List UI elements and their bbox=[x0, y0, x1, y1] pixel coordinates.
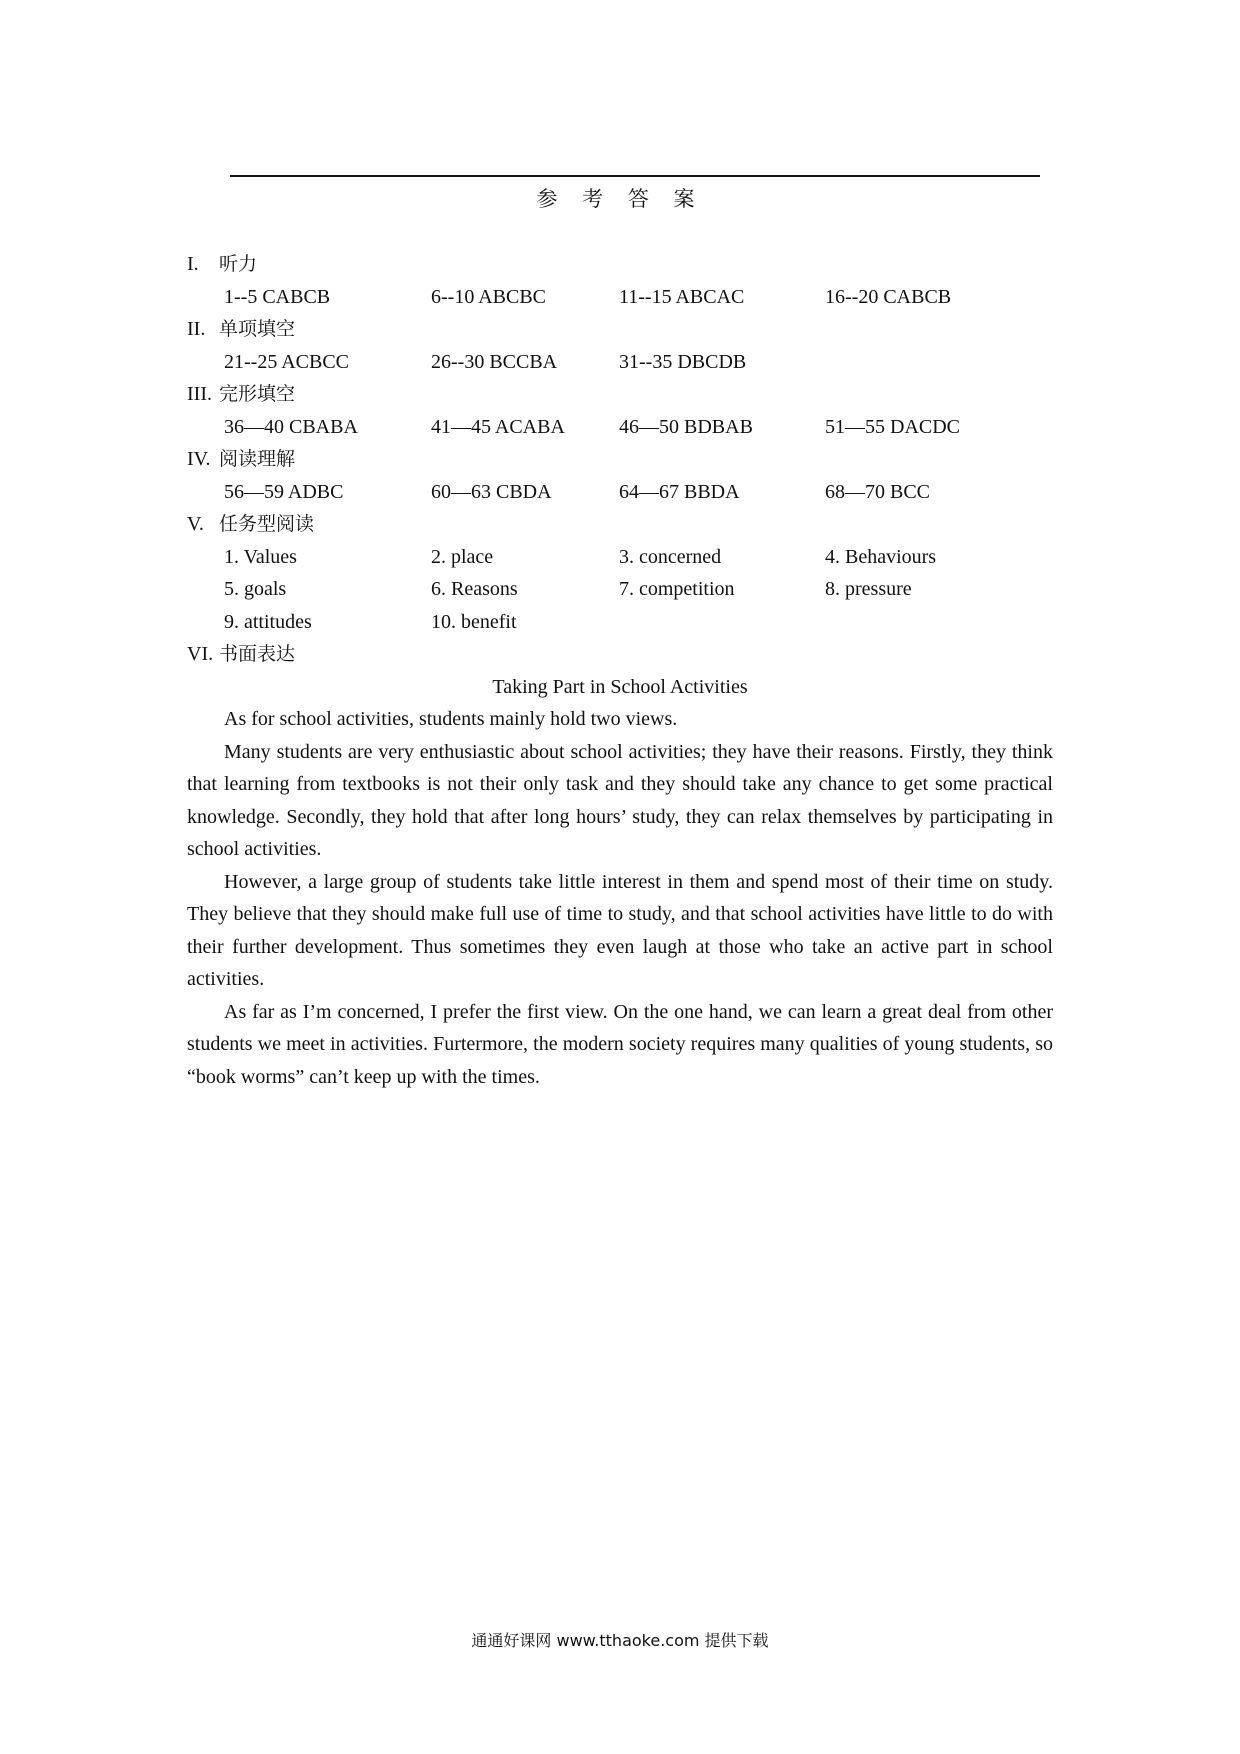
essay-paragraph: Many students are very enthusiastic about school activities; they have their reasons. Firstly, they think that learning from textbooks is not their only task and they should take any chance to get some practical knowledge. Secondly, they hold that after long hours’ study, they can relax themselves by participating in school activities. bbox=[187, 740, 1053, 860]
answer-cell: 36—40 CBABA bbox=[224, 415, 358, 438]
section-heading-listening bbox=[187, 248, 1053, 281]
section-number: V. bbox=[187, 513, 204, 535]
section-name: 单项填空 bbox=[219, 318, 296, 340]
answer-row bbox=[187, 541, 1053, 574]
answer-cell: 60—63 CBDA bbox=[431, 480, 552, 503]
answer-cell: 46—50 BDBAB bbox=[619, 415, 753, 438]
section-name: 阅读理解 bbox=[219, 448, 296, 470]
essay-paragraph: As far as I’m concerned, I prefer the first view. On the one hand, we can learn a great deal from other students we meet in activities. Furtermore, the modern society requires many qualities of young students, so “book worms” can’t keep up with the times. bbox=[187, 1000, 1053, 1088]
answer-cell: 5. goals bbox=[224, 578, 287, 600]
footer-credit: 通通好课网 www.tthaoke.com 提供下载 bbox=[471, 1631, 769, 1650]
answer-cell: 7. competition bbox=[619, 578, 735, 600]
section-name: 完形填空 bbox=[219, 383, 296, 405]
answer-row bbox=[187, 476, 1053, 509]
answer-cell: 1--5 CABCB bbox=[224, 285, 331, 308]
section-heading-writing bbox=[187, 638, 1053, 671]
section-number: VI. bbox=[187, 643, 214, 665]
section-heading-cloze bbox=[187, 378, 1053, 411]
section-number: III. bbox=[187, 383, 212, 405]
answer-cell: 26--30 BCCBA bbox=[431, 350, 558, 373]
answer-cell: 6. Reasons bbox=[431, 578, 518, 600]
section-name: 听力 bbox=[219, 253, 258, 275]
section-number: II. bbox=[187, 318, 206, 340]
answer-cell: 51—55 DACDC bbox=[825, 415, 961, 438]
answer-cell: 4. Behaviours bbox=[825, 545, 937, 568]
answer-cell: 31--35 DBCDB bbox=[619, 350, 747, 373]
section-name: 任务型阅读 bbox=[219, 513, 315, 535]
section-number: IV. bbox=[187, 448, 211, 470]
essay-paragraph: As for school activities, students mainly hold two views. bbox=[224, 708, 678, 730]
answer-cell: 41—45 ACABA bbox=[431, 415, 565, 438]
page-title: 参 考 答 案 bbox=[536, 187, 704, 211]
answer-row bbox=[187, 281, 1053, 314]
answer-cell: 21--25 ACBCC bbox=[224, 350, 350, 373]
answer-row bbox=[187, 346, 1053, 379]
section-heading-reading bbox=[187, 443, 1053, 476]
section-heading-task-reading bbox=[187, 508, 1053, 541]
answer-row bbox=[187, 411, 1053, 444]
answer-row bbox=[187, 606, 1053, 639]
answer-cell: 68—70 BCC bbox=[825, 480, 931, 503]
answer-cell: 16--20 CABCB bbox=[825, 285, 952, 308]
section-number: I. bbox=[187, 253, 199, 275]
answer-cell: 64—67 BBDA bbox=[619, 480, 740, 503]
answer-row bbox=[187, 573, 1053, 606]
answer-cell: 9. attitudes bbox=[224, 610, 312, 633]
answer-cell: 2. place bbox=[431, 545, 494, 568]
answer-cell: 8. pressure bbox=[825, 578, 912, 600]
section-name: 书面表达 bbox=[219, 643, 296, 665]
answer-cell: 6--10 ABCBC bbox=[431, 285, 547, 308]
answer-cell: 1. Values bbox=[224, 545, 297, 568]
answer-cell: 11--15 ABCAC bbox=[619, 285, 745, 308]
answer-cell: 56—59 ADBC bbox=[224, 480, 344, 503]
header-rule bbox=[230, 175, 1040, 177]
section-heading-single-choice bbox=[187, 313, 1053, 346]
essay-title: Taking Part in School Activities bbox=[492, 675, 748, 698]
answer-cell: 10. benefit bbox=[431, 610, 517, 633]
answer-cell: 3. concerned bbox=[619, 545, 722, 568]
essay-paragraph: However, a large group of students take little interest in them and spend most of their time on study. They believe that they should make full use of time to study, and that school activities have little to do with their further development. Thus sometimes they even laugh at those who take an active part in school activities. bbox=[187, 870, 1053, 990]
answer-key bbox=[187, 248, 1053, 1093]
